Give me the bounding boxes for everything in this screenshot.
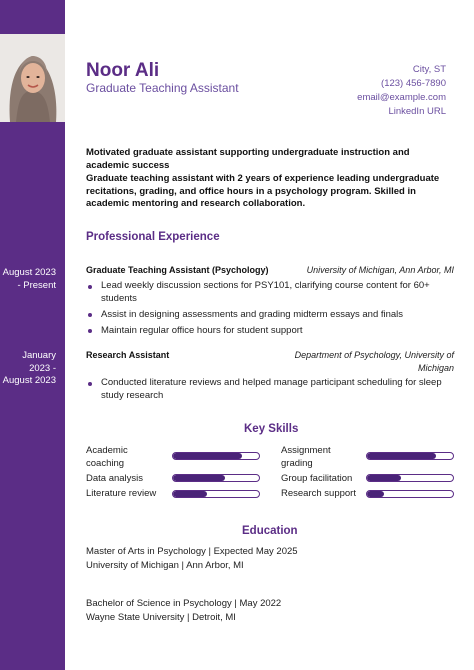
contact-location: City, ST [412, 64, 446, 75]
profile-photo [0, 34, 65, 122]
candidate-name: Noor Ali [86, 60, 160, 81]
skill-fill [367, 491, 384, 497]
skill-fill [367, 475, 401, 481]
education-degree: Master of Arts in Psychology | Expected May 2025 [86, 546, 298, 557]
job-dates: August 2023 - Present [2, 267, 56, 291]
list-item: Maintain regular office hours for student support [86, 325, 456, 338]
skill-fill [367, 453, 436, 459]
skills-heading: Key Skills [244, 423, 299, 435]
list-item: Conducted literature reviews and helped manage participant scheduling for sleep study research [86, 377, 456, 402]
skill-fill [173, 491, 207, 497]
skill-bar [172, 490, 260, 498]
candidate-title: Graduate Teaching Assistant [86, 81, 239, 95]
skill-label: Literature review [86, 488, 157, 499]
contact-linkedin[interactable]: LinkedIn URL [388, 106, 446, 117]
education-heading: Education [242, 525, 298, 537]
education-degree: Bachelor of Science in Psychology | May 2022 [86, 598, 282, 609]
skill-label: Academic coaching [86, 445, 128, 469]
job-role: Research Assistant [86, 350, 170, 360]
skill-label: Research support [281, 488, 356, 499]
job-company: University of Michigan, Ann Arbor, MI [306, 265, 454, 275]
list-item: Lead weekly discussion sections for PSY101, clarifying course content for 60+ students [86, 280, 456, 305]
experience-heading: Professional Experience [86, 231, 220, 243]
skill-bar [366, 452, 454, 460]
skill-bar [172, 452, 260, 460]
skill-label: Assignment grading [281, 445, 331, 469]
list-item: Assist in designing assessments and grading midterm essays and finals [86, 309, 456, 322]
skill-fill [173, 475, 225, 481]
skill-bar [172, 474, 260, 482]
job-bullets [86, 377, 456, 406]
skill-label: Group facilitation [281, 473, 353, 484]
job-bullets [86, 280, 456, 341]
summary-text: Graduate teaching assistant with 2 years of experience leading undergraduate recitations, grading, and office hours in a psychology program. Skilled in academic mentoring and research collaboration. [86, 173, 440, 209]
contact-email[interactable]: email@example.com [357, 92, 446, 103]
education-school: Wayne State University | Detroit, MI [86, 612, 236, 623]
skill-label: Data analysis [86, 473, 144, 484]
contact-phone: (123) 456-7890 [381, 78, 446, 89]
skill-bar [366, 474, 454, 482]
job-company: Department of Psychology, University of Michigan [294, 350, 454, 373]
skill-bar [366, 490, 454, 498]
education-school: University of Michigan | Ann Arbor, MI [86, 560, 244, 571]
job-role: Graduate Teaching Assistant (Psychology) [86, 265, 269, 275]
skill-fill [173, 453, 242, 459]
summary-headline: Motivated graduate assistant supporting undergraduate instruction and academic success [86, 147, 410, 171]
job-dates: January 2023 - August 2023 [2, 350, 56, 386]
